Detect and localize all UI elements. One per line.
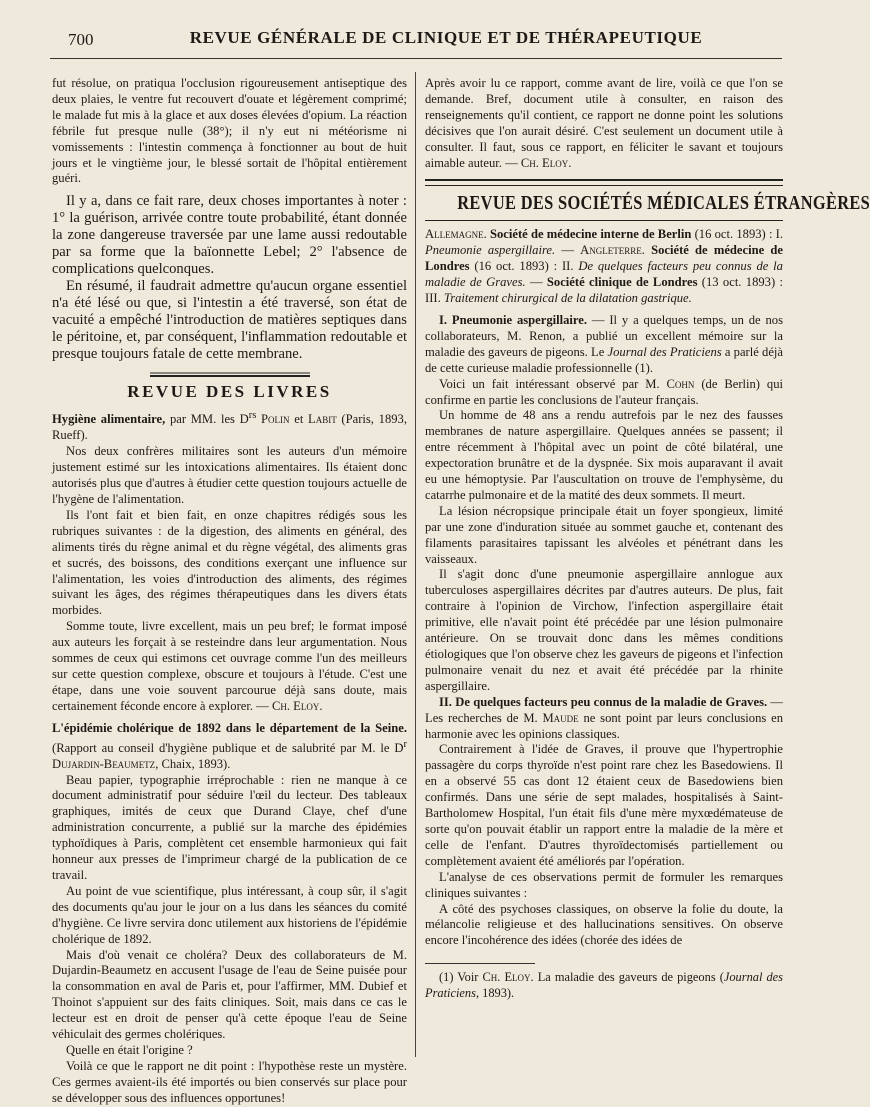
- left-column: [52, 76, 407, 1107]
- topic-title: De quelques facteurs peu connus de la maladie de Graves.: [425, 259, 783, 290]
- paragraph: L'analyse de ces observations permit de formuler les remarques cliniques suivantes :: [425, 869, 783, 900]
- paragraph: Il y a, dans ce fait rare, deux choses importantes à noter : 1° la guérison, arrivée contre toute probabilité, étant donnée la zone dangereuse traversée par une lame aussi redoutable par sa forme que la baïonnette Lebel; 2° l'absence de complications quelconques.: [52, 193, 407, 278]
- text: Après avoir lu ce rapport, comme avant de lire, voilà ce que l'on se demande. Bref, document utile à consulter, en raison des renseignements qu'il contient, ce rapport ne donne point les solutions décisives que l'on aurait désiré. C'est seulement un document utile à consulter. Il faut, sous ce rapport, en féliciter le savant et toujours aimable auteur. —: [425, 76, 783, 170]
- page-number: 700: [68, 30, 94, 49]
- text: — Les recherches de M.: [425, 694, 784, 725]
- signature: Ch. Eloy.: [271, 698, 323, 713]
- signature: Ch. Eloy.: [520, 155, 572, 170]
- text: Somme toute, livre excellent, mais un peu bref; le format imposé aux auteurs les forçait à se resteindre dans leur argumentation. Nous sommes de ceux qui estimons cet ouvrage comme l'un des meilleurs sur cette question complexe, obscure et toujours à l'étude. C'est une étape, dans une voie souvent parcourue déjà sans doute, mais certainement féconde encore à explorer. —: [52, 619, 407, 713]
- text: — Il y a quelques temps, un de nos collaborateurs, M. Renon, a publié un excellent mémoire sur la maladie des gaveurs de pigeons. Le: [425, 312, 783, 359]
- text: (Paris, 1893, Rueff).: [52, 412, 407, 443]
- text: r: [403, 738, 407, 750]
- section-title: REVUE DES LIVRES: [127, 382, 332, 402]
- paragraph: Nos deux confrères militaires sont les auteurs d'un mémoire justement estimé sur les intoxications alimentaires. Ils étaient donc autorisés plus que d'autres à étudier cette question toujours actuelle de l'hygène de l'alimentation.: [52, 444, 407, 506]
- author-name: Maude: [542, 710, 579, 725]
- paragraph: Il s'agit donc d'une pneumonie aspergillaire annlogue aux tuberculoses aspergillaires décrites par d'autres auteurs. De plus, fait contraire à l'opinion de Virchow, l'infection aspergillaire était primitive, elle n'avait point été précédée par une lésion pulmonaire antérieure. On se trouvait donc dans les mêmes conditions étiologiques que l'on observe chez les gaveurs de pigeons et l'infection pulmonaire venait du nez et avait été précédée par la rhinite aspergillaire.: [425, 567, 783, 693]
- text: rs: [248, 410, 257, 422]
- section-rule: [425, 179, 783, 181]
- text: . La maladie des gaveurs de pigeons (: [530, 970, 724, 985]
- text: et: [289, 412, 309, 427]
- section-rule: [425, 220, 783, 221]
- text: (16 oct. 1893) : I.: [691, 227, 783, 242]
- journal-name: Journal des Praticiens: [425, 970, 783, 1000]
- country-label: Allemagne.: [425, 227, 487, 242]
- paragraph: Mais d'où venait ce choléra? Deux des collaborateurs de M. Dujardin-Beaumetz en accusent l'usage de l'eau de Seine puisée pour la consommation en aval de Paris et, pour l'affirmer, MM. Dubief et Thoinot s'appuient sur des faits cliniques. Soit, mais dans ce cas le lecteur est en droit de penser qu'à cette époque l'eau de Seine véhiculait des germes cholériques.: [52, 947, 407, 1042]
- paragraph: [52, 619, 407, 714]
- text: par MM. les D: [165, 412, 249, 427]
- country-label: Angleterre.: [580, 243, 645, 258]
- society-name: Société de médecine de Londres: [425, 243, 783, 274]
- society-name: Société de médecine interne de Berlin: [486, 227, 692, 242]
- text: —: [555, 243, 581, 258]
- author-name: Ch. Eloy: [482, 970, 531, 985]
- book-title: Hygiène alimentaire,: [52, 412, 166, 427]
- paragraph: Beau papier, typographie irréprochable : rien ne manque à ce document administratif pour séduire l'œil du lecteur. Des tableaux graphiques, imités de ceux que Durand Claye, chef d'une administration concurrente, a publié sur la marche des épidémies typhoïdiques à Paris, complètent cet ensemble harmonieux qui fait honneur aux presses de l'imprimeur chargé de la publication de ce travail.: [52, 772, 407, 882]
- subsection-title: I. Pneumonie aspergillaire.: [439, 312, 588, 327]
- running-head: [56, 28, 756, 52]
- paragraph: [425, 313, 783, 377]
- paragraph: [425, 76, 783, 171]
- column-divider: [415, 72, 416, 1057]
- book-entry-heading: [52, 408, 407, 444]
- section-rule: [425, 185, 783, 186]
- journal-title: REVUE GÉNÉRALE DE CLINIQUE ET DE THÉRAPEUTIQUE: [189, 28, 703, 47]
- text: a parlé déjà de cette curieuse maladie professionnelle (1).: [425, 344, 783, 375]
- ornament-rule: [150, 372, 310, 378]
- section-title: REVUE DES SOCIÉTÉS MÉDICALES ÉTRANGÈRES: [457, 192, 870, 215]
- text: , 1893).: [475, 985, 515, 1000]
- paragraph: [425, 377, 783, 409]
- paragraph: La lésion nécropsique principale était un foyer spongieux, limité par une zone d'induration située au sommet gauche et, contenant des filaments parasitaires tapissant les alvéoles et pénétrant dans les vaisseaux.: [425, 503, 783, 566]
- paragraph: Ils l'ont fait et bien fait, en onze chapitres rédigés sous les rubriques suivantes : de la digestion, des aliments en général, des aliments tirés du règne animal et du règne végétal, des aliments gras et sucrés, des boissons, des conditions exerçant une influence sur l'alimentation, les voies d'introduction des aliments, des régimes suivant les âges, des régimes thérapeutiques dans les divers états morbides.: [52, 507, 407, 618]
- section-summary: [425, 227, 783, 307]
- author-name: Cohn: [666, 376, 695, 391]
- journal-name: Journal des Praticiens: [607, 344, 722, 359]
- paragraph: [425, 695, 783, 743]
- topic-title: Pneumonie aspergillaire.: [425, 243, 556, 258]
- paragraph: fut résolue, on pratiqua l'occlusion rigoureusement antiseptique des deux plaies, le ventre fut recouvert d'ouate et légèrement comprimé; le malade fut mis à la glace et aux doses élevées d'opium. La réaction fébrile fut presque nulle (38°); il n'y eut ni météorisme ni vomissements : l'intestin commença à fonctionner au bout de huit jours et le vingtième jour, le blessé sortait de l'hôpital entièrement guéri.: [52, 76, 407, 186]
- topic-title: Traitement chirurgical de la dilatation gastrique.: [443, 291, 692, 306]
- society-name: Société clinique de Londres: [546, 275, 698, 290]
- paragraph: Au point de vue scientifique, plus intéressant, à coup sûr, il s'agit des documents qu'au jour le jour on a lus dans les séances du comité d'hygiène. Ce livre servira donc utilement aux historiens de l'épidémie cholérique de 1892.: [52, 883, 407, 946]
- text: (de Berlin) qui confirme en partie les conclusions de l'auteur français.: [425, 376, 784, 407]
- paragraph: Contrairement à l'idée de Graves, il prouve que l'hypertrophie passagère du corps thyroïde n'est point rare chez les Basedowiens. Il en a observé 55 cas dont 12 étaient ceux de Basedowiens bien confirmés. Dans une série de sept malades, hospitalisés à Saint-Bartholomew Hospital, l'un était fils d'une mère myxœdémateuse de sorte qu'on pouvait établir un rapport entre la maladie de la mère et celle de l'enfant. D'autres thyroïdectomisés partiellement ou complètement avaient été améliorés par l'opération.: [425, 742, 783, 868]
- book-title: L'épidémie cholérique de 1892 dans le département de la Seine.: [52, 720, 407, 735]
- author-name: Polin: [261, 412, 290, 427]
- book-entry-heading: [52, 721, 407, 773]
- subsection-title: II. De quelques facteurs peu connus de la maladie de Graves.: [439, 694, 768, 709]
- author-name: Dujardin-Beaumetz: [52, 756, 156, 771]
- right-column: [425, 76, 870, 1001]
- text: (1) Voir: [439, 970, 483, 985]
- footnote: [425, 970, 783, 1001]
- header-rule: [50, 58, 782, 59]
- paragraph: Voilà ce que le rapport ne dit point : l'hypothèse reste un mystère. Ces germes avaient-ils été importés ou bien conservés sur place pour se développer sous des influences opportunes!: [52, 1058, 407, 1105]
- text: (16 oct. 1893) : II.: [469, 259, 579, 274]
- footnote-rule: [425, 963, 535, 964]
- paragraph: Un homme de 48 ans a rendu autrefois par le nez des fausses membranes de nature aspergillaire. Quelques années se passent; il entre récemment à l'hôpital avec un point de côté bilatéral, une expectoration brunâtre et de la dyspnée. Six mois auparavant il avait eu une hémoptysie. Par l'auscultation on trouve de l'emphysème, du catarrhe pulmonaire et de la matité des deux sommets. Il meurt.: [425, 408, 783, 502]
- text: , Chaix, 1893).: [155, 756, 231, 771]
- text: —: [525, 275, 547, 290]
- text: Voici un fait intéressant observé par M.: [439, 376, 667, 391]
- author-name: Labit: [308, 412, 337, 427]
- text: (Rapport au conseil d'hygiène publique et de salubrité par M. le D: [52, 740, 404, 755]
- paragraph: A côté des psychoses classiques, on observe la folie du doute, la mélancolie religieuse et des hallucinations sensitives. On observe encore l'incohérence des idées (chorée des idées de: [425, 901, 783, 948]
- paragraph: Quelle en était l'origine ?: [66, 1042, 193, 1057]
- text: ne sont point par leurs conclusions en harmonie avec les opinions classiques.: [425, 710, 783, 741]
- text: (13 oct. 1893) : III.: [425, 275, 783, 306]
- paragraph: En résumé, il faudrait admettre qu'aucun organe essentiel n'a été lésé ou que, si l'intestin a été traversé, son état de vacuité a empêché l'introduction de matières septiques dans le péritoine, et, par conséquent, l'inflammation redoutable et presque toujours fatale de cette membrane.: [52, 278, 407, 363]
